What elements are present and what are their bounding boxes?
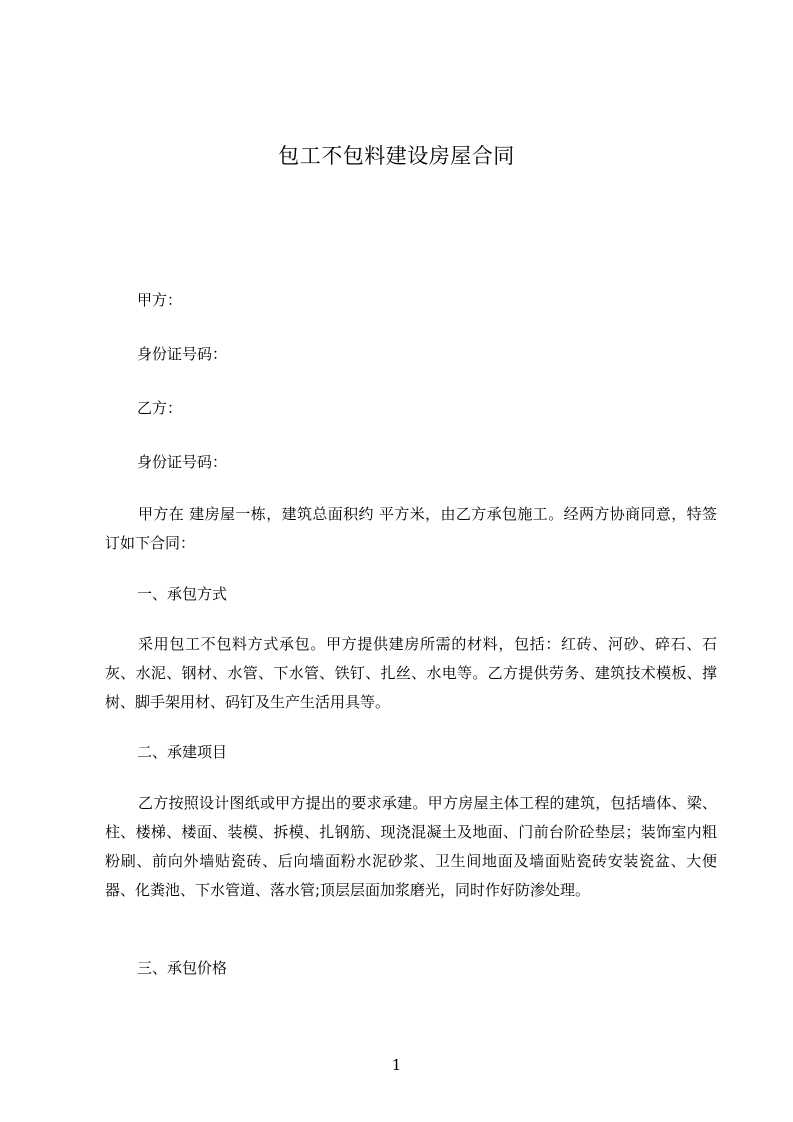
intro-paragraph — [105, 500, 717, 558]
section-heading-2: 二、承建项目 — [137, 743, 228, 761]
party-a-id-label: 身份证号码： — [137, 345, 228, 363]
section-heading-1: 一、承包方式 — [137, 585, 228, 603]
page-number: 1 — [391, 1056, 402, 1074]
section-heading-3: 三、承包价格 — [137, 959, 228, 977]
section-body-2-text: 乙方按照设计图纸或甲方提出的要求承建。甲方房屋主体工程的建筑，包括墙体、梁、柱、楼梯、楼面、装模、拆模、扎钢筋、现浇混凝土及地面、门前台阶砼垫层；装饰室内粗粉刷、前向外墙贴瓷砖、后向墙面粉水泥砂浆、卫生间地面及墙面贴瓷砖安装瓷盆、大便器、化粪池、下水管道、落水管;顶层层面加浆磨光，同时作好防渗处理。 — [105, 794, 717, 899]
party-b-label: 乙方： — [137, 399, 183, 417]
section-body-1-text: 采用包工不包料方式承包。甲方提供建房所需的材料，包括：红砖、河砂、碎石、石灰、水泥、钢材、水管、下水管、铁钉、扎丝、水电等。乙方提供劳务、建筑技术模板、撑树、脚手架用材、码钉及生产生活用具等。 — [105, 635, 717, 711]
section-body-2 — [105, 789, 717, 905]
party-a-label: 甲方： — [137, 291, 183, 309]
contract-title: 包工不包料建设房屋合同 — [278, 144, 515, 168]
party-b-id-label: 身份证号码： — [137, 453, 228, 471]
intro-text: 甲方在 建房屋一栋，建筑总面积约 平方米，由乙方承包施工。经两方协商同意，特签订如下合同： — [105, 505, 717, 552]
section-body-1 — [105, 630, 717, 717]
